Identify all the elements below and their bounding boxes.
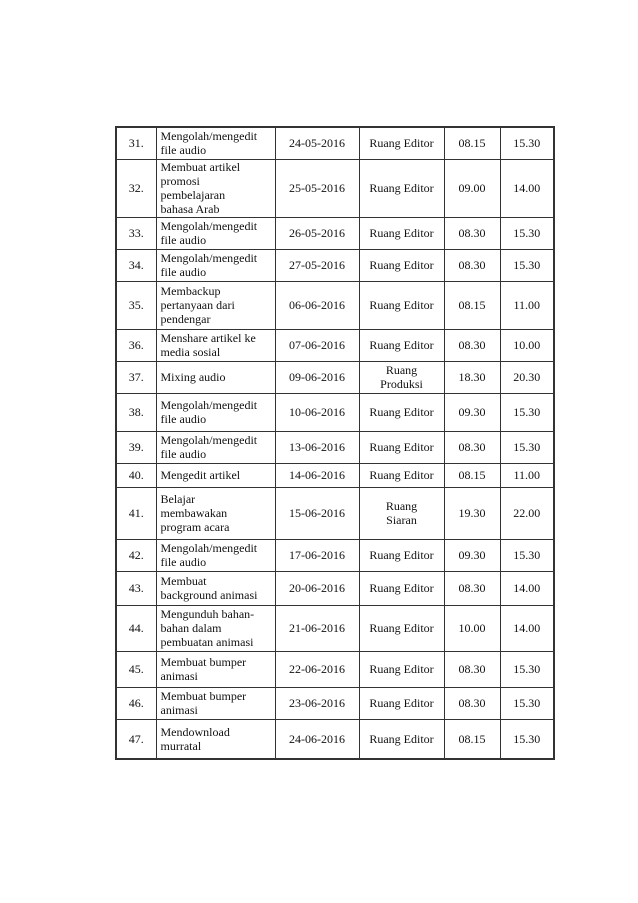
activity-line: Mengolah/mengedit	[160, 129, 258, 144]
table-row	[116, 487, 554, 539]
start-time-cell: 08.15	[444, 719, 500, 759]
activity-line: program acara	[160, 520, 230, 534]
row-number-cell: 32.	[116, 159, 156, 217]
activity-line: Membuat	[160, 574, 207, 588]
end-time-cell: 14.00	[500, 159, 554, 217]
end-time-cell: 15.30	[500, 217, 554, 249]
place-line: Produksi	[380, 377, 423, 391]
place-line: Ruang Editor	[369, 731, 434, 746]
activity-cell	[156, 463, 275, 487]
start-time-cell: 09.00	[444, 159, 500, 217]
place-line: Ruang Editor	[369, 548, 434, 562]
activity-line: Mendownload	[160, 724, 230, 739]
start-time-cell: 08.30	[444, 217, 500, 249]
end-time-cell: 15.30	[500, 651, 554, 687]
activity-line: Mengunduh bahan-	[160, 607, 255, 621]
row-number-cell: 33.	[116, 217, 156, 249]
date-cell: 25-05-2016	[275, 159, 359, 217]
start-time-cell: 08.30	[444, 431, 500, 463]
start-time-cell: 10.00	[444, 605, 500, 651]
start-time-cell: 08.30	[444, 651, 500, 687]
row-number-cell: 42.	[116, 539, 156, 571]
place-cell	[359, 463, 444, 487]
end-time-cell: 11.00	[500, 281, 554, 329]
start-time-cell: 08.30	[444, 249, 500, 281]
activity-log-table	[115, 126, 555, 760]
row-number-cell: 41.	[116, 487, 156, 539]
place-cell	[359, 361, 444, 393]
date-cell: 22-06-2016	[275, 651, 359, 687]
activity-line: pembelajaran	[160, 188, 226, 202]
activity-line: pembuatan animasi	[160, 635, 254, 649]
activity-line: murratal	[160, 738, 202, 753]
activity-line: pendengar	[160, 312, 211, 326]
activity-cell	[156, 393, 275, 431]
end-time-cell: 15.30	[500, 719, 554, 759]
date-cell: 26-05-2016	[275, 217, 359, 249]
table-row	[116, 249, 554, 281]
activity-line: file audio	[160, 265, 207, 279]
row-number-cell: 31.	[116, 127, 156, 159]
place-cell	[359, 127, 444, 159]
place-cell	[359, 487, 444, 539]
date-cell: 24-06-2016	[275, 719, 359, 759]
activity-cell	[156, 651, 275, 687]
activity-line: Membuat bumper	[160, 689, 247, 703]
activity-cell	[156, 539, 275, 571]
place-line: Ruang Editor	[369, 258, 434, 272]
place-cell	[359, 431, 444, 463]
activity-line: Mengolah/mengedit	[160, 541, 258, 555]
activity-cell	[156, 431, 275, 463]
table-row	[116, 539, 554, 571]
row-number-cell: 40.	[116, 463, 156, 487]
row-number-cell: 35.	[116, 281, 156, 329]
start-time-cell: 09.30	[444, 393, 500, 431]
place-cell	[359, 159, 444, 217]
end-time-cell: 10.00	[500, 329, 554, 361]
place-line: Ruang	[385, 363, 418, 377]
place-line: Ruang Editor	[369, 662, 434, 676]
table-row	[116, 651, 554, 687]
date-cell: 27-05-2016	[275, 249, 359, 281]
activity-line: Mengolah/mengedit	[160, 398, 258, 412]
activity-cell	[156, 719, 275, 759]
end-time-cell: 14.00	[500, 571, 554, 605]
place-line: Ruang Editor	[369, 298, 434, 312]
date-cell: 23-06-2016	[275, 687, 359, 719]
activity-cell	[156, 687, 275, 719]
place-line: Ruang Editor	[369, 338, 434, 352]
place-cell	[359, 393, 444, 431]
place-line: Ruang Editor	[369, 621, 434, 635]
start-time-cell: 09.30	[444, 539, 500, 571]
end-time-cell: 15.30	[500, 687, 554, 719]
end-time-cell: 11.00	[500, 463, 554, 487]
end-time-cell: 15.30	[500, 127, 554, 159]
activity-cell	[156, 571, 275, 605]
row-number-cell: 37.	[116, 361, 156, 393]
activity-cell	[156, 281, 275, 329]
table-row	[116, 687, 554, 719]
table-row	[116, 159, 554, 217]
date-cell: 09-06-2016	[275, 361, 359, 393]
date-cell: 24-05-2016	[275, 127, 359, 159]
activity-line: animasi	[160, 669, 198, 683]
end-time-cell: 14.00	[500, 605, 554, 651]
date-cell: 06-06-2016	[275, 281, 359, 329]
activity-line: Membuat bumper	[160, 655, 247, 669]
place-line: Ruang	[385, 499, 418, 513]
place-line: Siaran	[386, 513, 417, 527]
table-row	[116, 127, 554, 159]
place-cell	[359, 605, 444, 651]
activity-line: Membackup	[160, 284, 221, 298]
start-time-cell: 19.30	[444, 487, 500, 539]
row-number-cell: 47.	[116, 719, 156, 759]
row-number-cell: 38.	[116, 393, 156, 431]
date-cell: 20-06-2016	[275, 571, 359, 605]
row-number-cell: 34.	[116, 249, 156, 281]
activity-line: file audio	[160, 233, 207, 247]
place-line: Ruang Editor	[369, 226, 434, 240]
activity-line: Menshare artikel ke	[160, 331, 256, 345]
table-row	[116, 571, 554, 605]
end-time-cell: 22.00	[500, 487, 554, 539]
activity-line: pertanyaan dari	[160, 298, 235, 312]
place-cell	[359, 249, 444, 281]
table-row	[116, 431, 554, 463]
row-number-cell: 43.	[116, 571, 156, 605]
activity-line: file audio	[160, 143, 207, 158]
activity-line: Belajar	[160, 492, 196, 506]
start-time-cell: 08.30	[444, 329, 500, 361]
end-time-cell: 20.30	[500, 361, 554, 393]
end-time-cell: 15.30	[500, 539, 554, 571]
place-cell	[359, 329, 444, 361]
place-cell	[359, 217, 444, 249]
row-number-cell: 45.	[116, 651, 156, 687]
activity-line: file audio	[160, 412, 207, 426]
table-row	[116, 329, 554, 361]
activity-line: media sosial	[160, 345, 221, 359]
activity-line: Mengolah/mengedit	[160, 251, 258, 265]
table-row	[116, 361, 554, 393]
end-time-cell: 15.30	[500, 393, 554, 431]
date-cell: 10-06-2016	[275, 393, 359, 431]
place-cell	[359, 571, 444, 605]
place-cell	[359, 719, 444, 759]
table-row	[116, 463, 554, 487]
date-cell: 21-06-2016	[275, 605, 359, 651]
activity-line: membawakan	[160, 506, 228, 520]
table-row	[116, 719, 554, 759]
place-line: Ruang Editor	[369, 696, 434, 710]
table-row	[116, 217, 554, 249]
activity-cell	[156, 605, 275, 651]
activity-line: Mengolah/mengedit	[160, 433, 258, 447]
activity-cell	[156, 159, 275, 217]
place-cell	[359, 687, 444, 719]
row-number-cell: 36.	[116, 329, 156, 361]
start-time-cell: 18.30	[444, 361, 500, 393]
activity-cell	[156, 329, 275, 361]
end-time-cell: 15.30	[500, 431, 554, 463]
activity-line: Mixing audio	[160, 370, 226, 384]
place-line: Ruang Editor	[369, 405, 434, 419]
start-time-cell: 08.30	[444, 571, 500, 605]
date-cell: 14-06-2016	[275, 463, 359, 487]
row-number-cell: 39.	[116, 431, 156, 463]
activity-cell	[156, 361, 275, 393]
activity-line: bahan dalam	[160, 621, 222, 635]
place-line: Ruang Editor	[369, 181, 434, 195]
start-time-cell: 08.15	[444, 281, 500, 329]
row-number-cell: 46.	[116, 687, 156, 719]
table-row	[116, 605, 554, 651]
activity-cell	[156, 217, 275, 249]
table-row	[116, 393, 554, 431]
activity-line: file audio	[160, 447, 207, 461]
activity-cell	[156, 127, 275, 159]
activity-line: bahasa Arab	[160, 202, 220, 216]
start-time-cell: 08.30	[444, 687, 500, 719]
place-line: Ruang Editor	[369, 136, 434, 151]
row-number-cell: 44.	[116, 605, 156, 651]
start-time-cell: 08.15	[444, 463, 500, 487]
date-cell: 17-06-2016	[275, 539, 359, 571]
activity-cell	[156, 249, 275, 281]
activity-line: Mengedit artikel	[160, 468, 241, 482]
activity-line: animasi	[160, 703, 198, 717]
place-line: Ruang Editor	[369, 440, 434, 454]
date-cell: 07-06-2016	[275, 329, 359, 361]
activity-line: promosi	[160, 174, 200, 188]
table-body	[116, 127, 554, 759]
start-time-cell: 08.15	[444, 127, 500, 159]
place-line: Ruang Editor	[369, 468, 434, 482]
activity-line: file audio	[160, 555, 207, 569]
end-time-cell: 15.30	[500, 249, 554, 281]
date-cell: 13-06-2016	[275, 431, 359, 463]
activity-line: Mengolah/mengedit	[160, 219, 258, 233]
place-cell	[359, 651, 444, 687]
table-row	[116, 281, 554, 329]
place-cell	[359, 539, 444, 571]
activity-cell	[156, 487, 275, 539]
activity-line: background animasi	[160, 588, 258, 602]
place-line: Ruang Editor	[369, 581, 434, 595]
place-cell	[359, 281, 444, 329]
activity-line: Membuat artikel	[160, 160, 241, 174]
date-cell: 15-06-2016	[275, 487, 359, 539]
